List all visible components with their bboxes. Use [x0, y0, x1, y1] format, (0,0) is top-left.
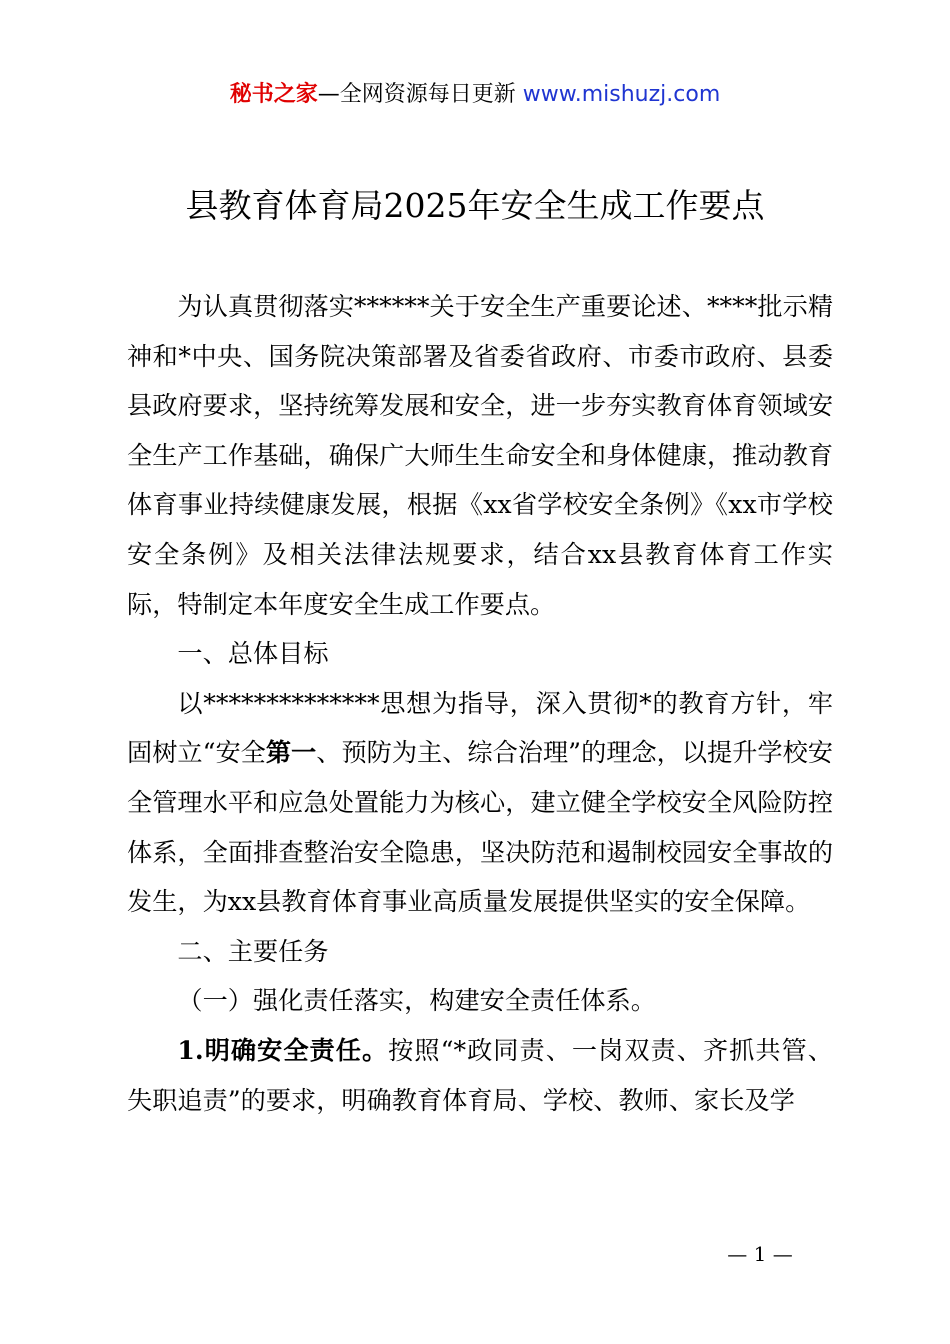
- document-body: [127, 282, 833, 1125]
- intro-paragraph: 为认真贯彻落实******关于安全生产重要论述、****批示精神和*中央、国务院决策部署及省委省政府、市委市政府、县委县政府要求，坚持统筹发展和安全，进一步夯实教育体育领域安全生产工作基础，确保广大师生生命安全和身体健康，推动教育体育事业持续健康发展，根据《xx省学校安全条例》《xx市学校安全条例》及相关法律法规要求，结合xx县教育体育工作实际，特制定本年度安全生成工作要点。: [127, 292, 833, 619]
- site-header: [0, 78, 950, 112]
- goal-text-part2: 、预防为主、综合治理”的理念，以提升学校安全管理水平和应急处置能力为核心，建立健全学校安全风险防控体系，全面排查整治安全隐患，坚决防范和遏制校园安全事故的发生，为xx县教育体育事业高质量发展提供坚实的安全保障。: [127, 738, 833, 917]
- section-heading-overall-goal: 一、总体目标: [177, 639, 329, 669]
- goal-bold-text: 第一: [265, 737, 317, 768]
- goal-text-part1: 以**************思想为指导，深入贯彻*的教育方针，牢固树立“安全: [127, 688, 833, 768]
- page-number: — 1 —: [727, 1242, 793, 1266]
- subsection-heading: （一）强化责任落实，构建安全责任体系。: [177, 986, 656, 1016]
- item-title: 1.明确安全责任。: [177, 1034, 389, 1065]
- document-title: 县教育体育局2025年安全生成工作要点: [185, 186, 765, 225]
- site-brand: 秘书之家: [229, 82, 318, 107]
- goal-paragraph: [127, 679, 833, 927]
- section-heading-main-tasks: 二、主要任务: [177, 936, 329, 966]
- item-paragraph: [127, 1026, 833, 1125]
- site-tagline: —全网资源每日更新: [317, 82, 523, 107]
- item-text: 按照“*政同责、一岗双责、齐抓共管、失职追责”的要求，明确教育体育局、学校、教师、家长及学: [127, 1035, 833, 1115]
- site-url-link[interactable]: www.mishuzj.com: [522, 82, 721, 107]
